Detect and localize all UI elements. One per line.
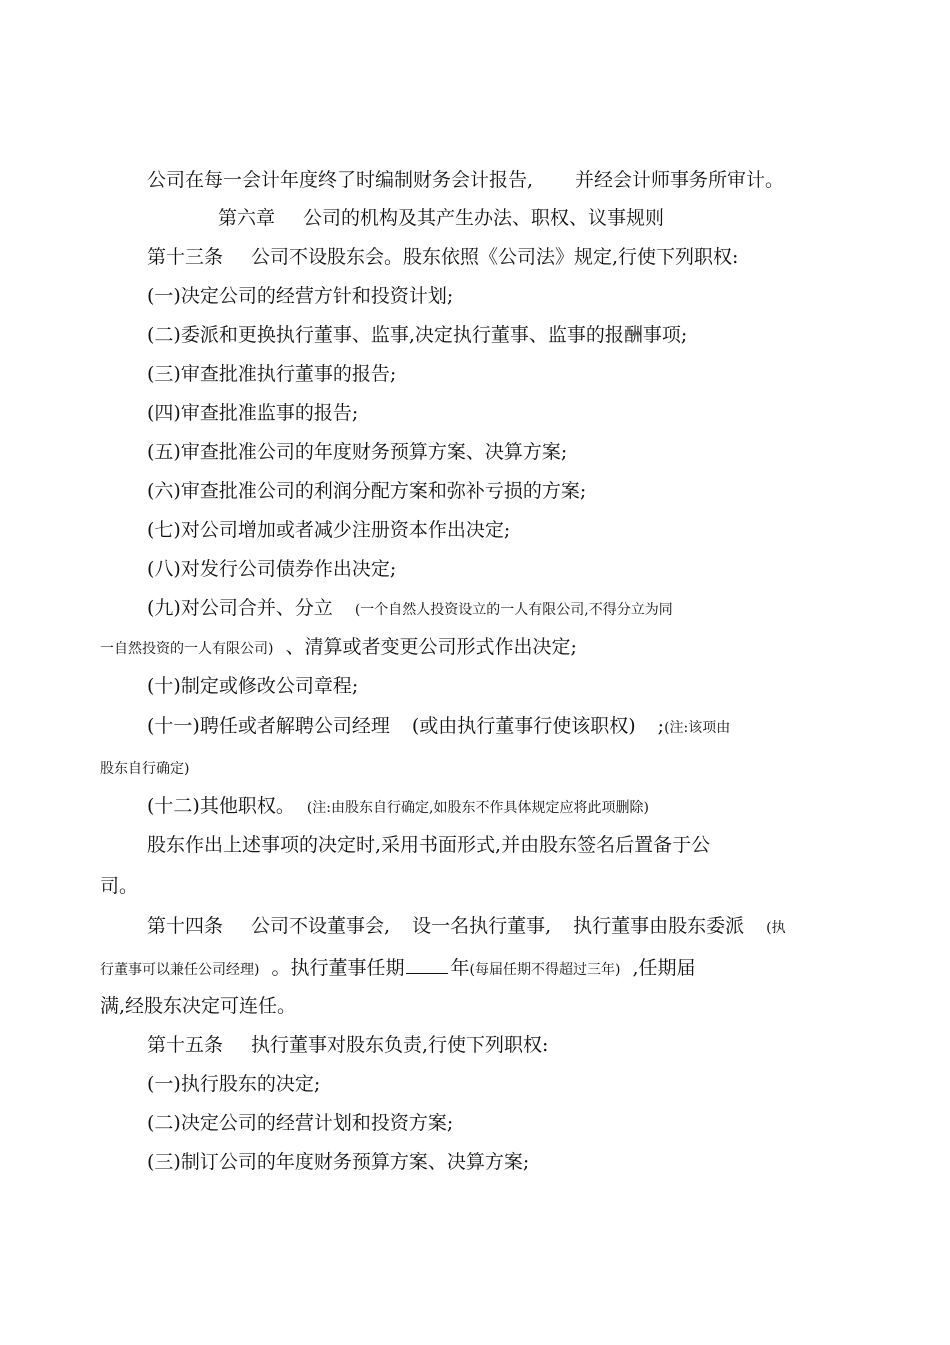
article-text: 年 — [450, 957, 470, 979]
list-item: (六)审查批准公司的利润分配方案和弥补亏损的方案; — [147, 480, 587, 502]
article-text: 。执行董事任期 — [271, 957, 405, 979]
article-14-continuation: 满,经股东决定可连任。 — [100, 995, 297, 1017]
item-text: (九)对公司合并、分立 — [147, 597, 333, 619]
article-13 — [147, 245, 738, 269]
item-text: (十二)其他职权。 — [147, 795, 295, 817]
list-item — [147, 794, 649, 820]
list-item: (八)对发行公司债券作出决定; — [147, 558, 397, 580]
item-note: (注:该项由 — [664, 720, 731, 736]
article-note: 行董事可以兼任公司经理) — [100, 962, 260, 978]
list-item: (十)制定或修改公司章程; — [147, 675, 359, 697]
article-text: 执行董事由股东委派 — [573, 915, 745, 937]
paragraph-audit — [147, 168, 784, 192]
article-text: 公司不设董事会, — [251, 915, 391, 937]
list-item: (三)审查批准执行董事的报告; — [147, 363, 397, 385]
list-item: (七)对公司增加或者减少注册资本作出决定; — [147, 519, 511, 541]
text-segment: 并经会计师事务所审计。 — [575, 169, 785, 191]
list-item — [147, 596, 673, 622]
item-note: 股东自行确定) — [100, 761, 190, 777]
item-text: (十一)聘任或者解聘公司经理 — [147, 715, 390, 737]
list-item-continuation — [100, 755, 189, 781]
item-text: ; — [657, 715, 665, 737]
item-text: 、清算或者变更公司形式作出决定; — [285, 636, 577, 658]
article-number: 第十五条 — [147, 1034, 224, 1056]
chapter-number: 第六章 — [218, 207, 276, 229]
article-text: ,任期届 — [632, 957, 696, 979]
list-item — [147, 714, 730, 740]
article-text: 执行董事对股东负责,行使下列职权: — [251, 1034, 549, 1056]
term-blank[interactable] — [406, 955, 448, 974]
item-note: (注:由股东自行确定,如股东不作具体规定应将此项删除) — [306, 800, 649, 816]
item-text: (或由执行董事行使该职权) — [411, 715, 636, 737]
article-note: (执 — [766, 920, 786, 936]
list-item: (三)制订公司的年度财务预算方案、决算方案; — [147, 1151, 530, 1173]
list-item: (二)决定公司的经营计划和投资方案; — [147, 1112, 454, 1134]
list-item-continuation — [100, 635, 577, 661]
list-item: (四)审查批准监事的报告; — [147, 402, 359, 424]
list-item: (一)执行股东的决定; — [147, 1073, 321, 1095]
article-note: (每届任期不得超过三年) — [469, 962, 621, 978]
list-item: (一)决定公司的经营方针和投资计划; — [147, 285, 454, 307]
list-item: (五)审查批准公司的年度财务预算方案、决算方案; — [147, 441, 568, 463]
article-14-continuation — [100, 955, 695, 982]
item-note: 一自然投资的一人有限公司) — [100, 641, 274, 657]
paragraph-resolution: 股东作出上述事项的决定时,采用书面形式,并由股东签名后置备于公 — [147, 834, 711, 856]
item-note: (一个自然人投资设立的一人有限公司,不得分立为同 — [354, 602, 673, 618]
article-15 — [147, 1033, 548, 1057]
article-text: 公司不设股东会。股东依照《公司法》规定,行使下列职权: — [251, 246, 739, 268]
article-number: 第十三条 — [147, 246, 224, 268]
chapter-title: 公司的机构及其产生办法、职权、议事规则 — [303, 207, 665, 229]
article-number: 第十四条 — [147, 915, 224, 937]
chapter-heading — [218, 206, 664, 230]
text-segment: 公司在每一会计年度终了时编制财务会计报告, — [147, 169, 534, 191]
article-14 — [147, 914, 786, 940]
paragraph-resolution-continuation: 司。 — [100, 875, 139, 897]
list-item: (二)委派和更换执行董事、监事,决定执行董事、监事的报酬事项; — [147, 324, 688, 346]
article-text: 设一名执行董事, — [412, 915, 552, 937]
